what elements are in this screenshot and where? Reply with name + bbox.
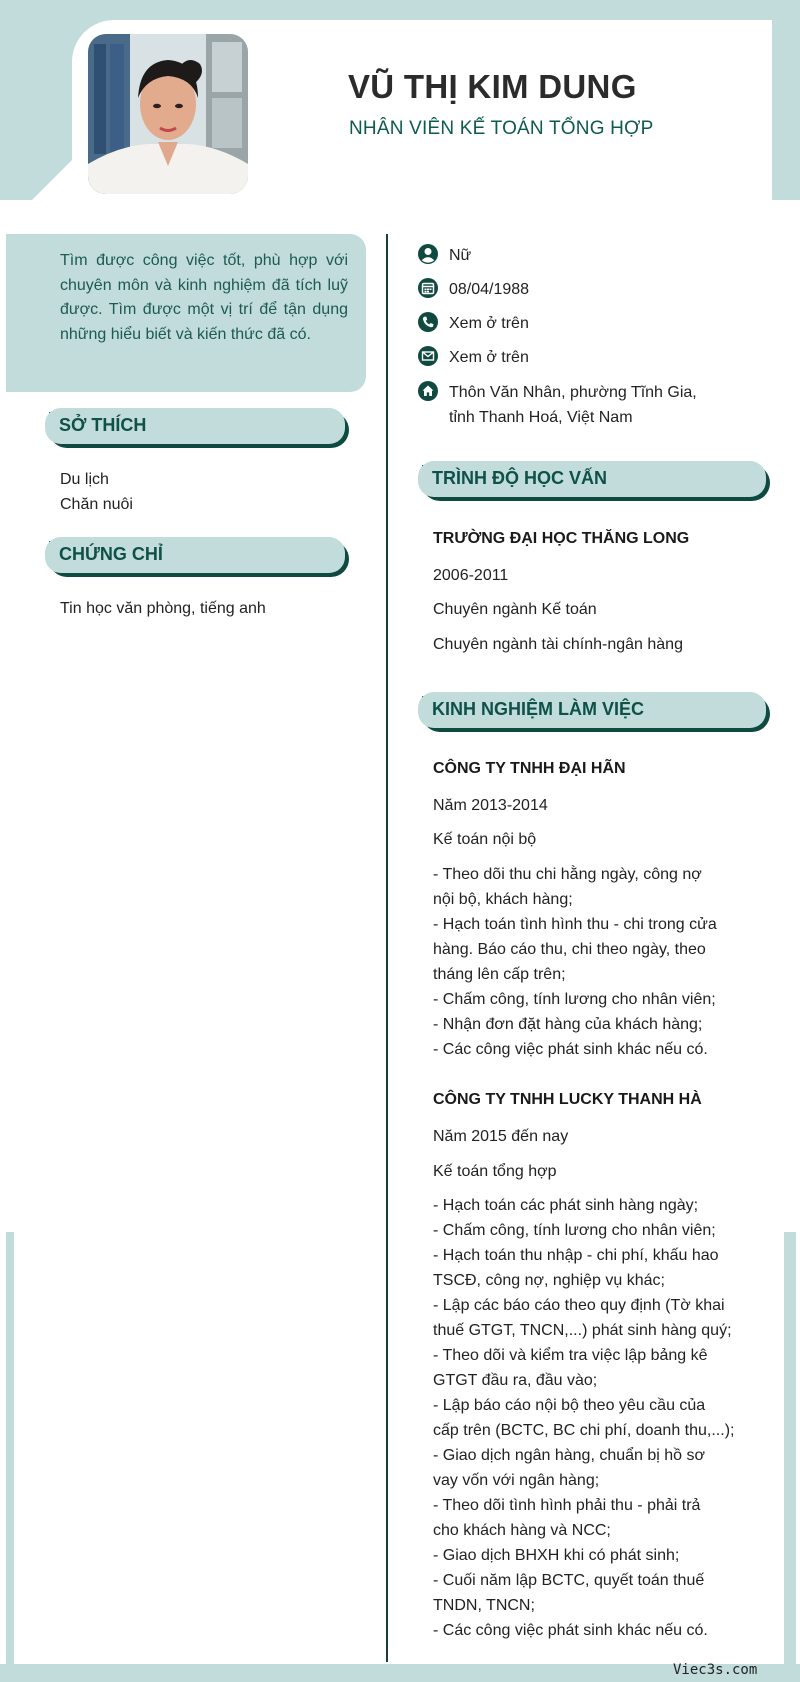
user-icon: [418, 244, 438, 264]
phone-icon: [418, 312, 438, 332]
contact-birthday-text: 08/04/1988: [449, 281, 530, 298]
duty-line: - Giao dịch BHXH khi có phát sinh;: [433, 1547, 680, 1564]
section-title-hobbies: SỞ THÍCH: [59, 415, 147, 435]
hobby-item: Du lịch: [60, 471, 109, 488]
objective-text: Tìm được công việc tốt, phù hợp với chuyên môn và kinh nghiệm đã tích luỹ được. Tìm được một vị trí để tận dụng những hiểu biết và kiến thức đã có.: [60, 252, 348, 343]
contact-email: [418, 345, 529, 370]
contact-birthday: [418, 277, 529, 302]
duty-line: tháng lên cấp trên;: [433, 966, 566, 983]
watermark: Viec3s.com: [673, 1662, 758, 1678]
column-divider: [386, 234, 388, 1662]
section-title-experience: KINH NGHIỆM LÀM VIỆC: [432, 699, 645, 719]
frame-left-bar: [6, 1232, 14, 1666]
section-header-certificates: [45, 537, 345, 573]
duty-line: - Theo dõi tình hình phải thu - phải trả: [433, 1497, 701, 1514]
duty-line: hàng. Báo cáo thu, chi theo ngày, theo: [433, 941, 706, 958]
section-header-experience: [418, 692, 766, 728]
contact-phone-text: Xem ở trên: [449, 315, 529, 332]
duty-line: nội bộ, khách hàng;: [433, 891, 573, 908]
contact-address-text: [449, 380, 697, 430]
duty-line: - Lập báo cáo nội bộ theo yêu cầu của: [433, 1397, 706, 1414]
education-major: Chuyên ngành tài chính-ngân hàng: [433, 636, 683, 653]
duty-line: vay vốn với ngân hàng;: [433, 1472, 600, 1489]
address-line: tỉnh Thanh Hoá, Việt Nam: [449, 409, 633, 426]
duty-line: - Cuối năm lập BCTC, quyết toán thuế: [433, 1572, 705, 1589]
duty-line: TSCĐ, công nợ, nghiệp vụ khác;: [433, 1272, 665, 1289]
job-duties: [433, 1193, 763, 1643]
job-duties: [433, 862, 763, 1062]
education-major: Chuyên ngành Kế toán: [433, 601, 597, 618]
contact-address: [418, 380, 697, 430]
duty-line: - Lập các báo cáo theo quy định (Tờ khai: [433, 1297, 725, 1314]
job-period: Năm 2015 đến nay: [433, 1128, 569, 1145]
duty-line: - Chấm công, tính lương cho nhân viên;: [433, 1222, 716, 1239]
duty-line: - Nhận đơn đặt hàng của khách hàng;: [433, 1016, 703, 1033]
job-company: CÔNG TY TNHH LUCKY THANH HÀ: [433, 1091, 702, 1108]
contact-email-text: Xem ở trên: [449, 349, 529, 366]
certificates-text: Tin học văn phòng, tiếng anh: [60, 600, 266, 617]
duty-line: TNDN, TNCN;: [433, 1597, 535, 1614]
contact-gender: [418, 243, 471, 268]
job-company: CÔNG TY TNHH ĐẠI HÃN: [433, 760, 626, 777]
duty-line: GTGT đầu ra, đầu vào;: [433, 1372, 598, 1389]
header-notch: [32, 160, 72, 200]
candidate-name: VŨ THỊ KIM DUNG: [348, 68, 637, 105]
section-title-certificates: CHỨNG CHỈ: [59, 544, 163, 564]
duty-line: cấp trên (BCTC, BC chi phí, doanh thu,...);: [433, 1422, 735, 1439]
job-role: Kế toán tổng hợp: [433, 1163, 557, 1180]
duty-line: cho khách hàng và NCC;: [433, 1522, 611, 1539]
duty-line: - Theo dõi thu chi hằng ngày, công nợ: [433, 866, 702, 883]
duty-line: thuế GTGT, TNCN,...) phát sinh hàng quý;: [433, 1322, 732, 1339]
contact-phone: [418, 311, 529, 336]
section-header-hobbies: [45, 408, 345, 444]
section-header-education: [418, 461, 766, 497]
duty-line: - Hạch toán tình hình thu - chi trong cửa: [433, 916, 717, 933]
hobby-item: Chăn nuôi: [60, 495, 133, 513]
education-school: TRƯỜNG ĐẠI HỌC THĂNG LONG: [433, 530, 690, 547]
envelope-icon: [418, 346, 438, 366]
education-years: 2006-2011: [433, 567, 509, 584]
duty-line: - Theo dõi và kiểm tra việc lập bảng kê: [433, 1347, 708, 1364]
profile-photo: [88, 34, 248, 194]
duty-line: - Hạch toán thu nhập - chi phí, khấu hao: [433, 1247, 719, 1264]
duty-line: - Các công việc phát sinh khác nếu có.: [433, 1041, 708, 1058]
contact-gender-text: Nữ: [449, 247, 472, 264]
duty-line: - Chấm công, tính lương cho nhân viên;: [433, 991, 716, 1008]
job-title: NHÂN VIÊN KẾ TOÁN TỔNG HỢP: [349, 118, 654, 139]
calendar-icon: [418, 278, 438, 298]
profile-photo-image: [88, 34, 248, 194]
frame-right-bar: [784, 1232, 796, 1666]
section-title-education: TRÌNH ĐỘ HỌC VẤN: [432, 468, 607, 488]
job-role: Kế toán nội bộ: [433, 831, 537, 848]
duty-line: - Hạch toán các phát sinh hàng ngày;: [433, 1197, 699, 1214]
home-icon: [418, 381, 438, 401]
duty-line: - Giao dịch ngân hàng, chuẩn bị hồ sơ: [433, 1447, 706, 1464]
duty-line: - Các công việc phát sinh khác nếu có.: [433, 1622, 708, 1639]
job-period: Năm 2013-2014: [433, 797, 548, 814]
address-line: Thôn Văn Nhân, phường Tĩnh Gia,: [449, 384, 697, 401]
